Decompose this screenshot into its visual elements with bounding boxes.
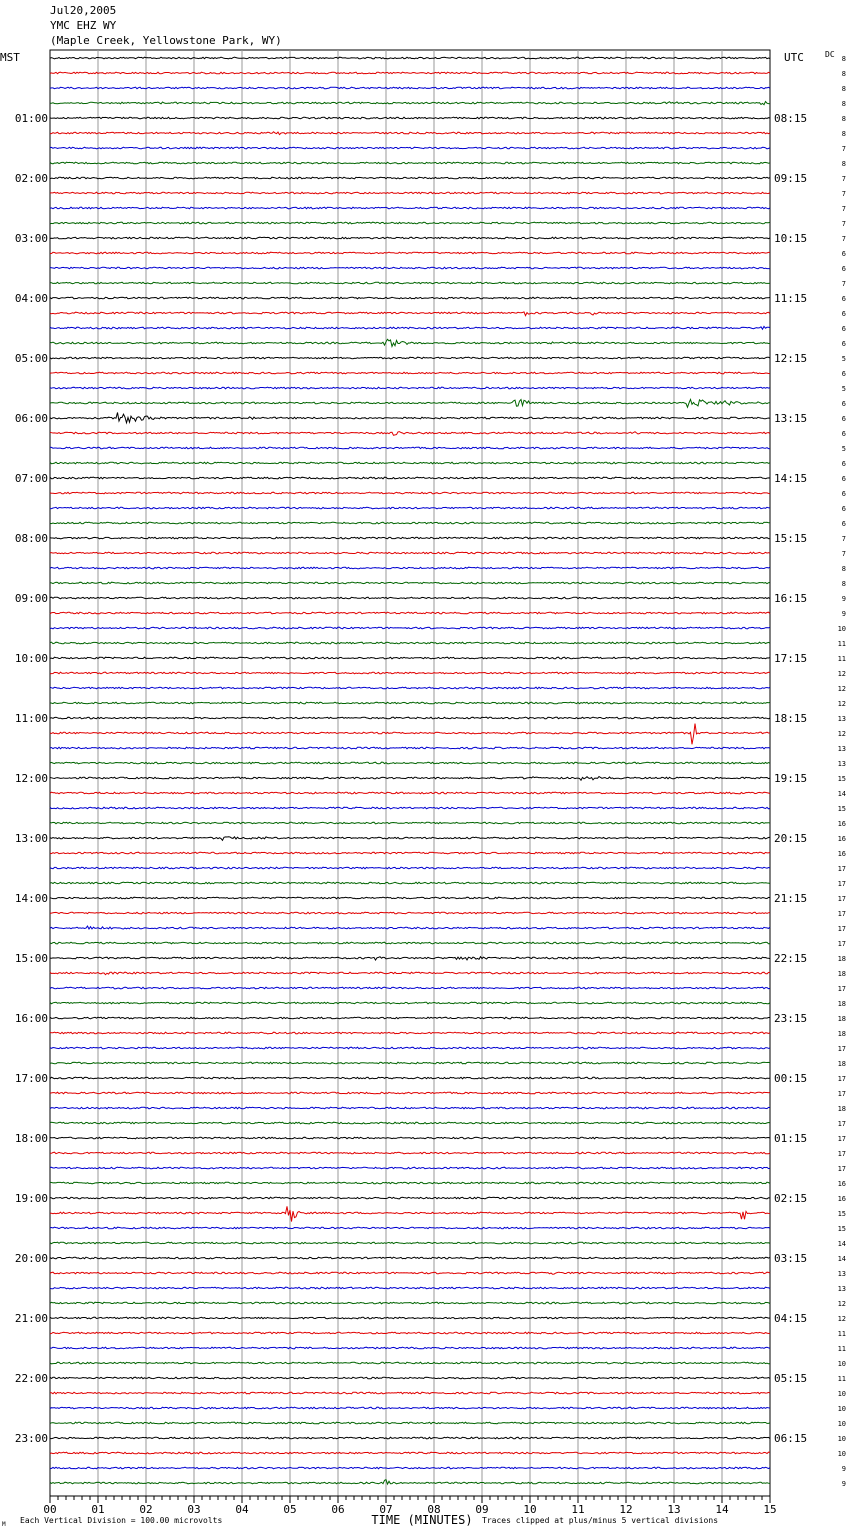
mst-hour-label: 10:00 bbox=[14, 652, 48, 665]
mst-hour-label: 23:00 bbox=[14, 1432, 48, 1445]
trace-line bbox=[50, 1392, 770, 1394]
trace-line bbox=[50, 1287, 770, 1289]
trace-line bbox=[50, 252, 770, 254]
dc-offset-value: 7 bbox=[841, 175, 846, 183]
dc-offset-value: 8 bbox=[841, 115, 846, 123]
utc-hour-label: 12:15 bbox=[774, 352, 808, 365]
dc-offset-value: 12 bbox=[837, 1315, 846, 1323]
utc-hour-label: 15:15 bbox=[774, 532, 808, 545]
x-tick-label: 12 bbox=[619, 1503, 633, 1516]
mst-axis-label: MST bbox=[0, 51, 20, 64]
dc-offset-value: 7 bbox=[841, 535, 846, 543]
trace-line bbox=[50, 1227, 770, 1229]
dc-offset-value: 11 bbox=[837, 655, 846, 663]
dc-offset-value: 14 bbox=[837, 790, 846, 798]
dc-offset-value: 8 bbox=[841, 85, 846, 93]
scale-note: Each Vertical Division = 100.00 microvolts bbox=[20, 1516, 223, 1525]
trace-line bbox=[50, 1467, 770, 1469]
dc-offset-value: 12 bbox=[837, 730, 846, 738]
trace-line bbox=[50, 926, 770, 929]
trace-line bbox=[50, 942, 770, 944]
trace-line bbox=[50, 1302, 770, 1304]
trace-line bbox=[50, 724, 770, 745]
trace-line bbox=[50, 972, 770, 975]
corner-mark: M bbox=[2, 1521, 6, 1528]
trace-line bbox=[50, 326, 770, 329]
trace-line bbox=[50, 1122, 770, 1124]
dc-offset-value: 9 bbox=[841, 595, 846, 603]
dc-offset-value: 12 bbox=[837, 685, 846, 693]
trace-line bbox=[50, 339, 770, 346]
dc-offset-value: 6 bbox=[841, 370, 846, 378]
mst-hour-label: 05:00 bbox=[14, 352, 48, 365]
mst-hour-label: 08:00 bbox=[14, 532, 48, 545]
trace-line bbox=[50, 537, 770, 539]
dc-offset-value: 14 bbox=[837, 1255, 846, 1263]
mst-hour-label: 12:00 bbox=[14, 772, 48, 785]
trace-line bbox=[50, 1167, 770, 1169]
dc-offset-value: 17 bbox=[837, 1135, 846, 1143]
trace-line bbox=[50, 297, 770, 299]
dc-offset-value: 8 bbox=[841, 160, 846, 168]
trace-line bbox=[50, 1032, 770, 1034]
utc-hour-label: 08:15 bbox=[774, 112, 808, 125]
dc-offset-value: 15 bbox=[837, 1225, 846, 1233]
utc-hour-label: 22:15 bbox=[774, 952, 808, 965]
dc-offset-value: 6 bbox=[841, 295, 846, 303]
trace-line bbox=[50, 387, 770, 389]
dc-offset-value: 17 bbox=[837, 925, 846, 933]
x-tick-label: 10 bbox=[523, 1503, 537, 1516]
trace-line bbox=[50, 1206, 770, 1221]
dc-offset-value: 15 bbox=[837, 805, 846, 813]
trace-line bbox=[50, 177, 770, 179]
dc-offset-value: 17 bbox=[837, 1075, 846, 1083]
mst-hour-label: 19:00 bbox=[14, 1192, 48, 1205]
trace-line bbox=[50, 1317, 770, 1319]
trace-line bbox=[50, 1257, 770, 1259]
dc-offset-value: 17 bbox=[837, 1165, 846, 1173]
utc-hour-label: 23:15 bbox=[774, 1012, 808, 1025]
dc-offset-value: 10 bbox=[837, 1420, 846, 1428]
dc-offset-value: 18 bbox=[837, 1000, 846, 1008]
clip-note: Traces clipped at plus/minus 5 vertical divisions bbox=[482, 1516, 719, 1525]
mst-hour-label: 09:00 bbox=[14, 592, 48, 605]
trace-line bbox=[50, 1047, 770, 1049]
utc-hour-label: 20:15 bbox=[774, 832, 808, 845]
dc-offset-value: 6 bbox=[841, 265, 846, 273]
trace-line bbox=[50, 522, 770, 524]
trace-line bbox=[50, 132, 770, 135]
dc-offset-value: 18 bbox=[837, 1060, 846, 1068]
trace-line bbox=[50, 657, 770, 659]
trace-line bbox=[50, 447, 770, 449]
trace-line bbox=[50, 399, 770, 407]
dc-offset-value: 9 bbox=[841, 1465, 846, 1473]
dc-offset-value: 10 bbox=[837, 1405, 846, 1413]
dc-offset-value: 5 bbox=[841, 355, 846, 363]
dc-offset-value: 13 bbox=[837, 1285, 846, 1293]
mst-hour-label: 14:00 bbox=[14, 892, 48, 905]
trace-line bbox=[50, 642, 770, 644]
trace-line bbox=[50, 1437, 770, 1439]
dc-offset-value: 10 bbox=[837, 625, 846, 633]
dc-offset-value: 17 bbox=[837, 880, 846, 888]
date-label: Jul20,2005 bbox=[50, 4, 117, 17]
trace-line bbox=[50, 282, 770, 284]
dc-offset-value: 17 bbox=[837, 985, 846, 993]
trace-line bbox=[50, 1002, 770, 1004]
trace-line bbox=[50, 162, 770, 164]
dc-offset-value: 6 bbox=[841, 340, 846, 348]
utc-axis-label: UTC bbox=[784, 51, 804, 64]
dc-offset-value: 8 bbox=[841, 55, 846, 63]
dc-offset-value: 6 bbox=[841, 400, 846, 408]
trace-line bbox=[50, 882, 770, 884]
utc-hour-label: 00:15 bbox=[774, 1072, 808, 1085]
dc-offset-value: 6 bbox=[841, 325, 846, 333]
dc-offset-value: 7 bbox=[841, 280, 846, 288]
mst-hour-label: 13:00 bbox=[14, 832, 48, 845]
x-tick-label: 09 bbox=[475, 1503, 489, 1516]
dc-offset-value: 5 bbox=[841, 385, 846, 393]
utc-hour-label: 21:15 bbox=[774, 892, 808, 905]
utc-hour-label: 17:15 bbox=[774, 652, 808, 665]
mst-hour-label: 11:00 bbox=[14, 712, 48, 725]
trace-line bbox=[50, 87, 770, 89]
dc-offset-value: 9 bbox=[841, 1480, 846, 1488]
trace-line bbox=[50, 477, 770, 479]
trace-line bbox=[50, 1242, 770, 1244]
x-axis-label: TIME (MINUTES) bbox=[371, 1513, 473, 1527]
dc-offset-value: 9 bbox=[841, 610, 846, 618]
trace-line bbox=[50, 1377, 770, 1379]
dc-offset-value: 6 bbox=[841, 520, 846, 528]
dc-offset-value: 8 bbox=[841, 130, 846, 138]
dc-offset-value: 16 bbox=[837, 1195, 846, 1203]
dc-offset-value: 16 bbox=[837, 835, 846, 843]
dc-offset-value: 10 bbox=[837, 1435, 846, 1443]
dc-offset-value: 12 bbox=[837, 670, 846, 678]
dc-offset-value: 12 bbox=[837, 700, 846, 708]
utc-hour-label: 16:15 bbox=[774, 592, 808, 605]
mst-hour-label: 17:00 bbox=[14, 1072, 48, 1085]
trace-line bbox=[50, 1272, 770, 1274]
trace-line bbox=[50, 413, 770, 423]
dc-offset-value: 17 bbox=[837, 910, 846, 918]
utc-hour-label: 14:15 bbox=[774, 472, 808, 485]
trace-line bbox=[50, 237, 770, 239]
mst-hour-label: 02:00 bbox=[14, 172, 48, 185]
trace-line bbox=[50, 1480, 770, 1485]
dc-offset-value: 10 bbox=[837, 1390, 846, 1398]
dc-offset-value: 6 bbox=[841, 310, 846, 318]
mst-hour-label: 22:00 bbox=[14, 1372, 48, 1385]
dc-offset-value: 16 bbox=[837, 1180, 846, 1188]
dc-offset-value: 18 bbox=[837, 1015, 846, 1023]
utc-hour-label: 09:15 bbox=[774, 172, 808, 185]
trace-line bbox=[50, 867, 770, 869]
utc-hour-label: 19:15 bbox=[774, 772, 808, 785]
trace-line bbox=[50, 312, 770, 316]
trace-line bbox=[50, 1347, 770, 1349]
x-tick-label: 03 bbox=[187, 1503, 201, 1516]
x-tick-label: 06 bbox=[331, 1503, 345, 1516]
trace-line bbox=[50, 1362, 770, 1364]
trace-line bbox=[50, 1092, 770, 1094]
trace-line bbox=[50, 192, 770, 194]
x-tick-label: 15 bbox=[763, 1503, 777, 1516]
dc-offset-value: 17 bbox=[837, 940, 846, 948]
dc-offset-value: 11 bbox=[837, 1375, 846, 1383]
dc-offset-value: 14 bbox=[837, 1240, 846, 1248]
trace-line bbox=[50, 822, 770, 824]
trace-line bbox=[50, 612, 770, 614]
dc-offset-value: 6 bbox=[841, 415, 846, 423]
trace-line bbox=[50, 1422, 770, 1424]
trace-line bbox=[50, 837, 770, 841]
mst-hour-label: 01:00 bbox=[14, 112, 48, 125]
mst-hour-label: 04:00 bbox=[14, 292, 48, 305]
trace-line bbox=[50, 432, 770, 436]
dc-offset-value: 8 bbox=[841, 580, 846, 588]
trace-line bbox=[50, 1152, 770, 1154]
trace-line bbox=[50, 912, 770, 914]
trace-line bbox=[50, 1197, 770, 1199]
utc-hour-label: 04:15 bbox=[774, 1312, 808, 1325]
station-label: YMC EHZ WY bbox=[50, 19, 117, 32]
dc-offset-value: 11 bbox=[837, 1345, 846, 1353]
trace-line bbox=[50, 372, 770, 374]
trace-line bbox=[50, 72, 770, 74]
x-tick-label: 13 bbox=[667, 1503, 681, 1516]
mst-hour-label: 03:00 bbox=[14, 232, 48, 245]
trace-line bbox=[50, 492, 770, 494]
dc-offset-value: 13 bbox=[837, 1270, 846, 1278]
dc-offset-value: 5 bbox=[841, 445, 846, 453]
dc-offset-value: 7 bbox=[841, 235, 846, 243]
trace-line bbox=[50, 987, 770, 989]
trace-line bbox=[50, 747, 770, 749]
dc-offset-value: 10 bbox=[837, 1360, 846, 1368]
x-tick-label: 01 bbox=[91, 1503, 105, 1516]
trace-line bbox=[50, 222, 770, 224]
mst-hour-label: 18:00 bbox=[14, 1132, 48, 1145]
dc-offset-value: 7 bbox=[841, 205, 846, 213]
dc-offset-value: 17 bbox=[837, 1120, 846, 1128]
x-tick-label: 14 bbox=[715, 1503, 729, 1516]
trace-line bbox=[50, 207, 770, 209]
dc-offset-value: 6 bbox=[841, 460, 846, 468]
dc-offset-value: 17 bbox=[837, 895, 846, 903]
trace-line bbox=[50, 147, 770, 149]
trace-line bbox=[50, 57, 770, 59]
trace-line bbox=[50, 627, 770, 629]
seismic-traces bbox=[50, 57, 770, 1484]
mst-hour-label: 16:00 bbox=[14, 1012, 48, 1025]
trace-line bbox=[50, 672, 770, 674]
dc-offset-value: 6 bbox=[841, 505, 846, 513]
dc-offset-value: 15 bbox=[837, 1210, 846, 1218]
x-tick-label: 00 bbox=[43, 1503, 57, 1516]
utc-hour-label: 10:15 bbox=[774, 232, 808, 245]
dc-offset-value: 17 bbox=[837, 865, 846, 873]
dc-offset-value: 18 bbox=[837, 955, 846, 963]
x-tick-label: 07 bbox=[379, 1503, 393, 1516]
x-tick-label: 04 bbox=[235, 1503, 249, 1516]
dc-offset-value: 6 bbox=[841, 475, 846, 483]
trace-line bbox=[50, 807, 770, 809]
dc-offset-value: 12 bbox=[837, 1300, 846, 1308]
mst-hour-label: 20:00 bbox=[14, 1252, 48, 1265]
dc-offset-value: 6 bbox=[841, 250, 846, 258]
dc-offset-value: 8 bbox=[841, 70, 846, 78]
dc-offset-value: 7 bbox=[841, 220, 846, 228]
dc-offset-value: 6 bbox=[841, 430, 846, 438]
trace-line bbox=[50, 957, 770, 960]
utc-hour-label: 03:15 bbox=[774, 1252, 808, 1265]
trace-line bbox=[50, 792, 770, 794]
dc-offset-value: 8 bbox=[841, 100, 846, 108]
dc-offset-value: 13 bbox=[837, 715, 846, 723]
trace-line bbox=[50, 1452, 770, 1454]
dc-label: DC bbox=[825, 50, 835, 59]
dc-offset-value: 8 bbox=[841, 565, 846, 573]
trace-line bbox=[50, 1182, 770, 1184]
dc-offset-value: 16 bbox=[837, 850, 846, 858]
dc-offset-value: 10 bbox=[837, 1450, 846, 1458]
dc-offset-value: 18 bbox=[837, 1030, 846, 1038]
location-label: (Maple Creek, Yellowstone Park, WY) bbox=[50, 34, 282, 47]
axis-labels bbox=[0, 50, 846, 1528]
trace-line bbox=[50, 1107, 770, 1109]
trace-line bbox=[50, 102, 770, 105]
trace-line bbox=[50, 552, 770, 554]
dc-offset-value: 11 bbox=[837, 1330, 846, 1338]
utc-hour-label: 02:15 bbox=[774, 1192, 808, 1205]
trace-line bbox=[50, 852, 770, 854]
x-tick-label: 08 bbox=[427, 1503, 441, 1516]
x-tick-label: 02 bbox=[139, 1503, 153, 1516]
utc-hour-label: 06:15 bbox=[774, 1432, 808, 1445]
dc-offset-value: 18 bbox=[837, 970, 846, 978]
x-tick-label: 11 bbox=[571, 1503, 585, 1516]
trace-line bbox=[50, 357, 770, 359]
dc-offset-value: 6 bbox=[841, 490, 846, 498]
dc-offset-value: 11 bbox=[837, 640, 846, 648]
dc-offset-value: 13 bbox=[837, 760, 846, 768]
trace-line bbox=[50, 762, 770, 764]
trace-line bbox=[50, 582, 770, 584]
dc-offset-value: 17 bbox=[837, 1090, 846, 1098]
dc-offset-value: 13 bbox=[837, 745, 846, 753]
utc-hour-label: 18:15 bbox=[774, 712, 808, 725]
dc-offset-value: 17 bbox=[837, 1150, 846, 1158]
trace-line bbox=[50, 1017, 770, 1019]
trace-line bbox=[50, 897, 770, 899]
trace-line bbox=[50, 702, 770, 704]
trace-line bbox=[50, 117, 770, 119]
utc-hour-label: 05:15 bbox=[774, 1372, 808, 1385]
trace-line bbox=[50, 1407, 770, 1409]
dc-offset-value: 7 bbox=[841, 145, 846, 153]
trace-line bbox=[50, 462, 770, 464]
dc-offset-value: 18 bbox=[837, 1105, 846, 1113]
utc-hour-label: 01:15 bbox=[774, 1132, 808, 1145]
dc-offset-value: 7 bbox=[841, 550, 846, 558]
x-tick-label: 05 bbox=[283, 1503, 297, 1516]
utc-hour-label: 13:15 bbox=[774, 412, 808, 425]
utc-hour-label: 11:15 bbox=[774, 292, 808, 305]
trace-line bbox=[50, 1062, 770, 1064]
trace-line bbox=[50, 1332, 770, 1334]
trace-line bbox=[50, 777, 770, 781]
mst-hour-label: 21:00 bbox=[14, 1312, 48, 1325]
mst-hour-label: 07:00 bbox=[14, 472, 48, 485]
trace-line bbox=[50, 687, 770, 689]
dc-offset-value: 17 bbox=[837, 1045, 846, 1053]
trace-line bbox=[50, 567, 770, 569]
mst-hour-label: 06:00 bbox=[14, 412, 48, 425]
trace-line bbox=[50, 597, 770, 599]
dc-offset-value: 15 bbox=[837, 775, 846, 783]
dc-offset-value: 7 bbox=[841, 190, 846, 198]
trace-line bbox=[50, 267, 770, 269]
trace-line bbox=[50, 1137, 770, 1139]
dc-offset-value: 16 bbox=[837, 820, 846, 828]
trace-line bbox=[50, 507, 770, 509]
trace-line bbox=[50, 717, 770, 719]
trace-line bbox=[50, 1077, 770, 1079]
mst-hour-label: 15:00 bbox=[14, 952, 48, 965]
